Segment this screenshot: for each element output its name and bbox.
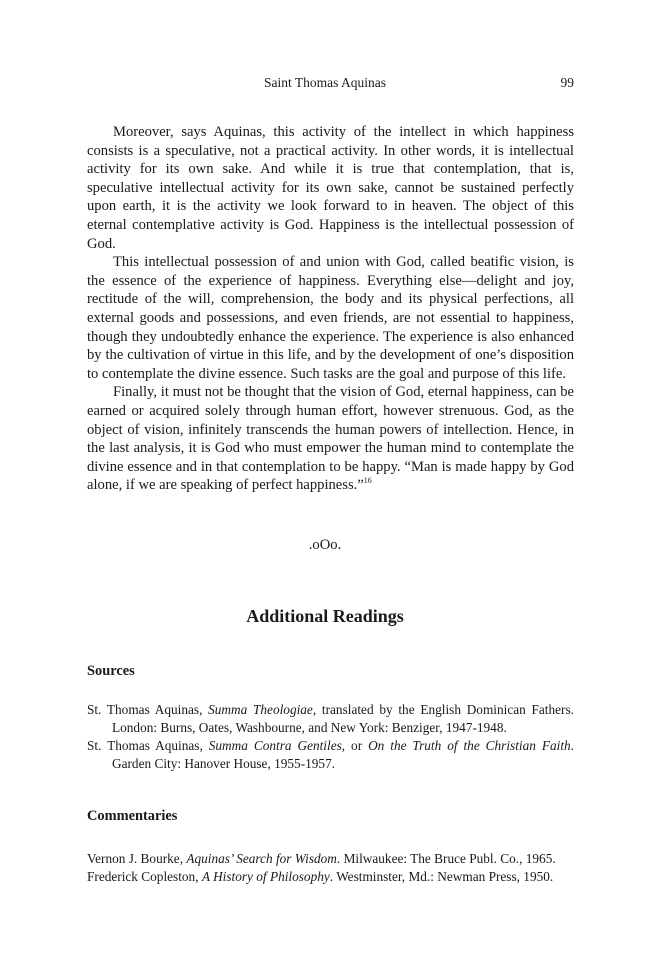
reference-entry <box>87 850 574 868</box>
commentaries-heading: Commentaries <box>87 808 178 824</box>
reference-details: . Garden City: Hanover House, 1955-1957. <box>112 738 574 771</box>
reference-entry <box>87 868 574 886</box>
running-header <box>0 75 650 95</box>
reference-author: St. Thomas Aquinas, <box>87 702 209 717</box>
reference-title: Summa Theologiae <box>208 702 313 717</box>
reference-author: Frederick Copleston, <box>87 869 202 884</box>
reference-title: Summa Contra Gentiles <box>208 738 342 753</box>
reference-title: A History of Philosophy <box>201 869 330 884</box>
paragraph-text: Finally, it must not be thought that the vision of God, eternal happiness, can be earned or acquired solely through human effort, however strenuous. God, as the object of vision, infinitely transcends the human powers of intellection. Hence, in the last analysis, it is God who must empower the human mind to contemplate the divine essence and in that contemplation to be happy. “Man is made happy by God alone, if we are speaking of perfect happiness.” <box>87 384 574 494</box>
paragraph: This intellectual possession of and union with God, called beatific vision, is the essence of the experience of happiness. Everything else—delight and joy, rectitude of the will, comprehension, the body and its physical perfections, all external goods and possessions, and even friends, are not essential to happiness, though they undoubtedly enhance the experience. The experience is also enhanced by the cultivation of virtue in this life, and by the development of one’s disposition to contemplate the divine essence. Such tasks are the goal and purpose of this life. <box>87 254 574 382</box>
section-separator: .oOo. <box>308 537 342 553</box>
reference-details: , translated by the English Dominican Fathers. London: Burns, Oates, Washbourne, and New York: Benziger, 1947-1948. <box>112 702 574 735</box>
reference-entry <box>87 737 574 773</box>
reference-alt-title: On the Truth of the Christian Faith <box>368 738 571 753</box>
running-title: Saint Thomas Aquinas <box>263 75 386 90</box>
footnote-marker[interactable]: 16 <box>363 476 372 486</box>
reference-author: Vernon J. Bourke, <box>87 851 187 866</box>
paragraph: Moreover, says Aquinas, this activity of the intellect in which happiness consists is a speculative, not a practical activity. In other words, it is intellectual activity for its own sake. And while it is true that contemplation, that is, speculative intellectual activity for its own sake, cannot be sustained perfectly upon earth, it is the activity we look forward to in heaven. The object of this eternal contemplative activity is God. Happiness is the intellectual possession of God. <box>87 124 574 252</box>
sources-heading: Sources <box>87 663 135 679</box>
reference-connector: , or <box>341 738 369 753</box>
reference-title: Aquinas’ Search for Wisdom <box>186 851 337 866</box>
reference-entry <box>87 701 574 737</box>
commentaries-list <box>87 850 574 886</box>
body-text <box>87 123 574 495</box>
reference-author: St. Thomas Aquinas, <box>87 738 209 753</box>
sources-list <box>87 701 574 773</box>
section-heading: Additional Readings <box>246 606 404 626</box>
reference-details: . Milwaukee: The Bruce Publ. Co., 1965. <box>336 851 556 866</box>
paragraph <box>87 383 574 495</box>
reference-details: . Westminster, Md.: Newman Press, 1950. <box>329 869 554 884</box>
page-number: 99 <box>560 75 574 90</box>
